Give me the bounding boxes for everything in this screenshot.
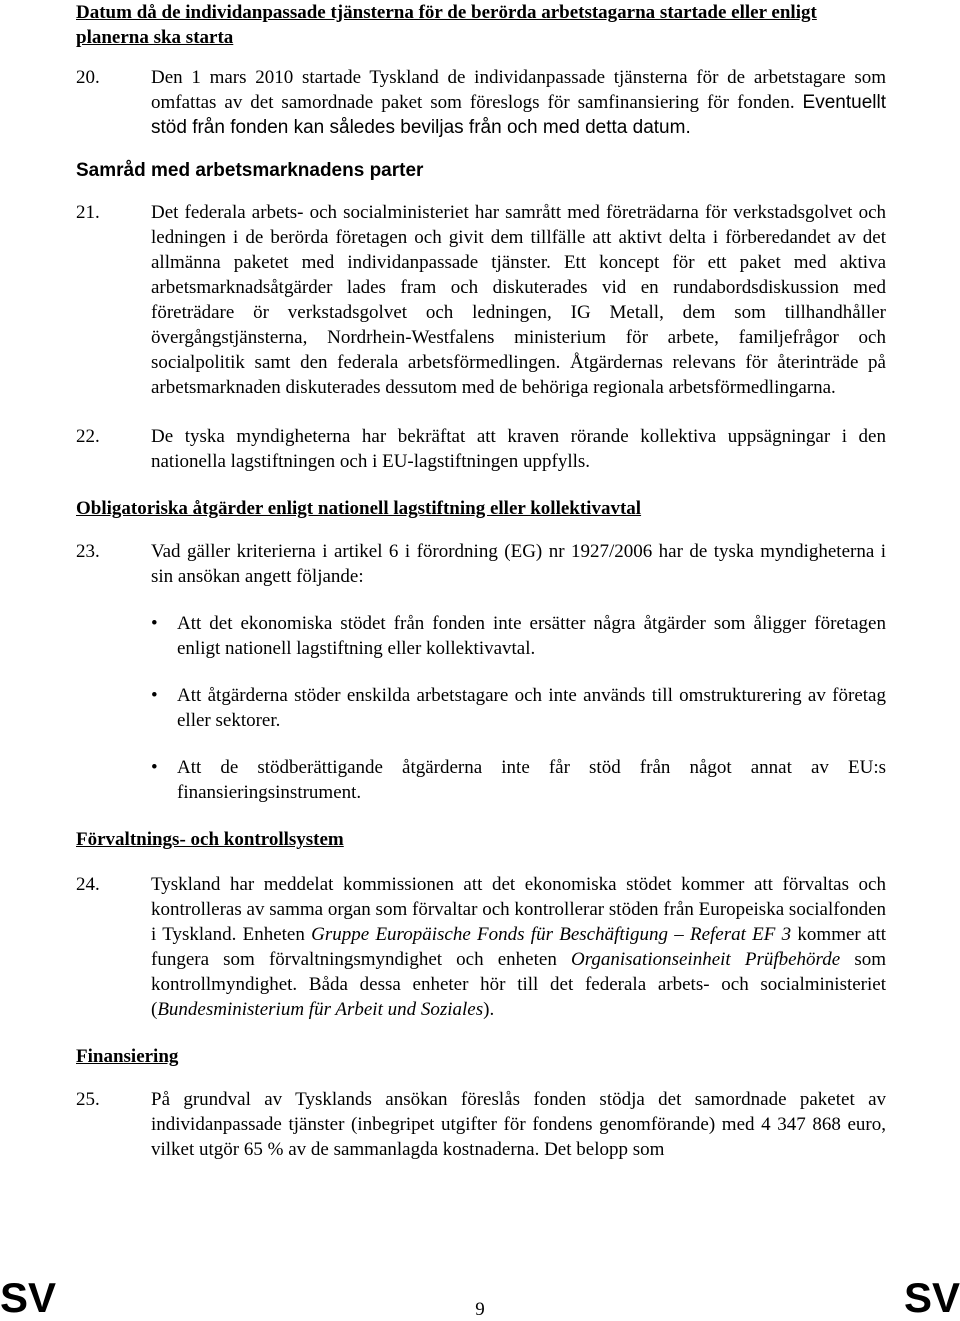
heading-obligatoriska: Obligatoriska åtgärder enligt nationell lagstiftning eller kollektivavtal bbox=[76, 498, 642, 519]
paragraph-25 bbox=[76, 1087, 886, 1162]
footer-page-number: 9 bbox=[475, 1299, 485, 1320]
footer-language-right: SV bbox=[903, 1274, 960, 1321]
heading-finansiering: Finansiering bbox=[76, 1046, 179, 1067]
paragraph-number: 24. bbox=[76, 874, 100, 895]
list-item: • Att de stödberättigande åtgärderna inte får stöd från något annat av EU:s finansieringsinstrument. bbox=[151, 757, 886, 803]
bullet-icon: • bbox=[151, 613, 158, 634]
bullet-icon: • bbox=[151, 685, 158, 706]
paragraph-text-sans: Eventuellt stöd från fonden kan således beviljas från och med detta datum. bbox=[151, 92, 886, 138]
bullet-list bbox=[76, 611, 886, 805]
paragraph-text: De tyska myndigheterna har bekräftat att kraven rörande kollektiva uppsägningar i den nationella lagstiftningen och i EU-lagstiftningen uppfylls. bbox=[151, 426, 886, 472]
paragraph-number: 20. bbox=[76, 67, 100, 88]
paragraph-text: Vad gäller kriterierna i artikel 6 i förordning (EG) nr 1927/2006 har de tyska myndigheterna i sin ansökan angett följande: bbox=[151, 541, 886, 587]
list-item: • Att det ekonomiska stödet från fonden inte ersätter några åtgärder som åligger företagen enligt nationell lagstiftning eller kollektivavtal. bbox=[151, 613, 886, 659]
heading-forvaltning: Förvaltnings- och kontrollsystem bbox=[76, 829, 344, 850]
italic-org-name: Organisationseinheit Prüfbehörde bbox=[570, 949, 841, 970]
paragraph-text: På grundval av Tysklands ansökan föreslås fonden stödja det samordnade paketet av individanpassade tjänster (inbegripet utgifter för fondens genomförande) med 4 347 868 euro, vilket utgör 65 % av de sammanlagda kostnaderna. Det belopp som bbox=[151, 1089, 886, 1160]
paragraph-23 bbox=[76, 539, 886, 589]
paragraph-20 bbox=[76, 65, 886, 140]
paragraph-text: Den 1 mars 2010 startade Tyskland de individanpassade tjänsterna för de arbetstagare som omfattas av det samordnade paket som föreslogs för samfinansiering för fonden. bbox=[151, 67, 886, 113]
list-item: • Att åtgärderna stöder enskilda arbetstagare och inte används till omstrukturering av företag eller sektorer. bbox=[151, 685, 886, 731]
paragraph-22 bbox=[76, 424, 886, 474]
document-page bbox=[76, 0, 886, 1162]
paragraph-text: Det federala arbets- och socialministeriet har samrått med företrädarna för verkstadsgolvet och ledningen i de berörda företagen och givit dem tillfälle att aktivt delta i förberedandet av det allmänna paketet med individanpassade tjänster. Ett koncept för ett paket med aktiva arbetsmarknadsåtgärder lades fram och diskuterades vid en rundabordsdiskussion med företrädare ör verkstadsgolvet och ledningen, IG Metall, dem som tillhandhåller övergångstjänsterna, Nordrhein-Westfalens ministerium för arbete, familjefrågor och socialpolitik samt den federala arbetsförmedlingen. Åtgärdernas relevans för återinträde på arbetsmarknaden diskuterades dessutom med de behöriga regionala arbetsförmedlingarna. bbox=[151, 202, 886, 398]
bullet-icon: • bbox=[151, 757, 158, 778]
paragraph-21 bbox=[76, 200, 886, 400]
heading-datum: Datum då de individanpassade tjänsterna för de berörda arbetstagarna startade eller enligt planerna ska starta bbox=[76, 2, 817, 48]
heading-samrad: Samråd med arbetsmarknadens parter bbox=[76, 160, 424, 181]
italic-ministry-name: Bundesministerium für Arbeit und Soziales bbox=[157, 999, 484, 1020]
paragraph-number: 23. bbox=[76, 541, 100, 562]
paragraph-24: 24. Tyskland har meddelat kommissionen att det ekonomiska stödet kommer att förvaltas och kontrolleras av samma organ som förvaltar och kontrollerar stöden från Europeiska socialfonden i Tyskland. Enheten Gruppe Europäische Fonds für Beschäftigung – Referat EF 3 kommer att fungera som förvaltningsmyndighet och enheten Organisationseinheit Prüfbehörde som kontrollmyndighet. Båda dessa enheter hör till det federala arbets- och socialministeriet (Bundesministerium für Arbeit und Soziales). bbox=[76, 874, 887, 1020]
paragraph-number: 22. bbox=[76, 426, 100, 447]
italic-org-name: Gruppe Europäische Fonds für Beschäftigung – Referat EF 3 bbox=[311, 924, 792, 945]
paragraph-number: 21. bbox=[76, 202, 100, 223]
paragraph-number: 25. bbox=[76, 1089, 100, 1110]
footer-language-left: SV bbox=[0, 1274, 57, 1321]
